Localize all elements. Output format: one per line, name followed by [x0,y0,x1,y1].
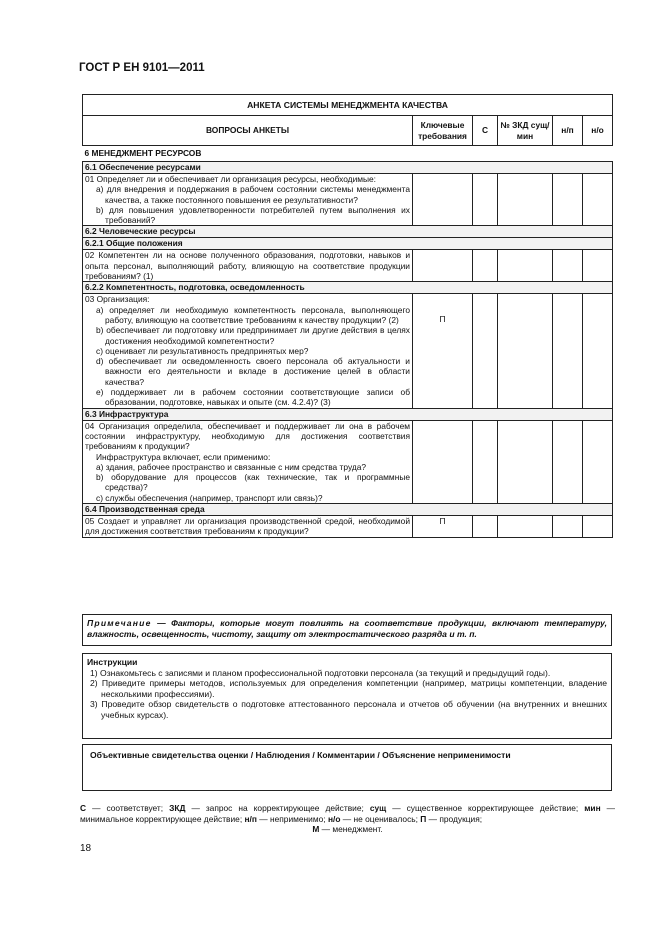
question-05-text: 05 Создает и управляет ли организация производственной средой, необходимой для достижения соответствия требованиям к продукции? [83,516,413,538]
question-01-zkd[interactable] [498,174,553,226]
instruction-item: 1) Ознакомьтесь с записями и планом профессиональной подготовки персонала (за текущий и предыдущий годы). [90,667,551,678]
question-01-lead: 01 Определяет ли и обеспечивает ли организация ресурсы, необходимые: [85,174,377,184]
legend-np-key: н/п [244,813,257,824]
legend-sush-key: сущ [369,803,387,813]
legend-zkd-text: — запрос на корректирующее действие; [185,803,370,813]
col-key-requirements: Ключевые требования [413,116,473,146]
legend-m-key: М [312,824,320,834]
question-03-row [83,294,613,408]
question-02-c[interactable] [473,250,498,282]
question-03-b: b) обеспечивает ли подготовку или предпринимает ли другие действия в целях достижения необходимой компетентности? [96,325,410,346]
column-header-row [83,116,613,146]
instructions-title: Инструкции [87,657,138,667]
question-05-no[interactable] [583,516,613,538]
section-6-2-1-title: 6.2.1 Общие положения [83,238,613,250]
col-no: н/о [583,116,613,146]
table-title: АНКЕТА СИСТЕМЫ МЕНЕДЖМЕНТА КАЧЕСТВА [83,95,613,116]
question-04-a: а) здания, рабочее пространство и связанные с ним средства труда? [96,461,367,472]
legend-min-text: — минимальное корректирующее действие; [80,803,616,824]
question-05-np[interactable] [553,516,583,538]
section-6-4-title: 6.4 Производственная среда [83,504,613,516]
question-01-b: b) для повышения удовлетворенности потребителей путем выполнения их требований? [96,204,410,226]
legend-p-text: — продукция; [426,813,483,824]
instruction-item: 2) Приведите примеры методов, используемых для определения компетенции (например, матрицы компетенции, владение несколькими профессиями). [90,678,607,699]
question-03-c[interactable] [473,294,498,408]
question-02-zkd[interactable] [498,250,553,282]
legend-sush-text: — существенное корректирующее действие; [386,803,585,813]
col-np: н/п [553,116,583,146]
legend-p-key: П [420,813,427,824]
question-02-no[interactable] [583,250,613,282]
questionnaire-table [82,94,613,538]
question-01-a: а) для внедрения и поддержания в рабочем состоянии системы менеджмента качества, а также постоянного повышения ее результативности? [96,184,410,205]
section-6-2-2-title: 6.2.2 Компетентность, подготовка, осведомленность [83,282,613,294]
legend-c-text: — соответствует; [86,803,170,813]
section-6-2-title: 6.2 Человеческие ресурсы [83,226,613,238]
question-05-key[interactable] [413,516,473,538]
question-04-includes: Инфраструктура включает, если применимо: [96,451,271,462]
legend-zkd-key: ЗКД [169,803,186,813]
document-id-header: ГОСТ Р ЕН 9101—2011 [79,62,205,74]
question-03-d: d) обеспечивает ли осведомленность своего персонала об актуальности и важности его деятельности и вкладе в достижение целей в области качества? [96,356,410,387]
question-01-np[interactable] [553,174,583,226]
question-05-key-value: П [439,516,446,527]
question-02-np[interactable] [553,250,583,282]
evidence-title: Объективные свидетельства оценки / Наблюдения / Комментарии / Объяснение неприменимости [90,750,511,760]
question-05-row [83,516,613,538]
question-03-c: c) оценивает ли результативность предпринятых мер? [96,345,309,356]
question-04-c: c) службы обеспечения (например, транспорт или связь)? [96,492,323,503]
col-zkd: № ЗКД сущ/мин [498,116,553,146]
col-questions: ВОПРОСЫ АНКЕТЫ [83,116,413,146]
instruction-item: 3) Проведите обзор свидетельств о подготовке аттестованного персонала и отчетов об обучении (на внутренних и внешних учебных курсах). [90,699,607,720]
question-04-zkd[interactable] [498,420,553,503]
question-01-no[interactable] [583,174,613,226]
question-03-a: а) определяет ли необходимую компетентность персонала, выполняющего работу, влияющую на соответствие требованиям к качеству продукции? (2) [96,304,410,325]
question-02-text: 02 Компетентен ли на основе полученного образования, подготовки, навыков и опыта персонал, выполняющий работу, влияющую на соответствие продукции требованиям? (1) [83,250,413,282]
question-03-text [83,294,413,408]
question-02-row [83,250,613,282]
question-01-text [83,174,413,226]
question-04-b: b) оборудование для процессов (как технические, так и программные средства)? [96,472,410,493]
legend-c-key: С [80,803,87,813]
question-03-e: e) поддерживает ли в рабочем состоянии соответствующие записи об образовании, подготовке, навыках и опыте (см. 4.2.4)? (3) [96,387,410,408]
question-03-no[interactable] [583,294,613,408]
question-04-np[interactable] [553,420,583,503]
question-01-row [83,174,613,226]
question-04-c[interactable] [473,420,498,503]
legend-no-text: — не оценивалось; [340,813,421,824]
question-05-c[interactable] [473,516,498,538]
question-03-lead: 03 Организация: [85,294,150,305]
question-03-key-value: П [439,314,446,325]
question-04-key[interactable] [413,420,473,503]
legend-min-key: мин [584,803,601,813]
page-number: 18 [80,843,92,854]
question-04-lead: 04 Организация определила, обеспечивает и поддерживает ли она в рабочем состоянии инфраструктуру, необходимую для достижения соответствия требованиям к продукции? [85,420,410,452]
question-02-key[interactable] [413,250,473,282]
question-03-zkd[interactable] [498,294,553,408]
legend-m-text: — менеджмент. [319,824,383,834]
question-04-text [83,420,413,503]
question-03-np[interactable] [553,294,583,408]
evidence-box[interactable] [82,744,612,791]
note-label: Примечание [87,618,152,628]
question-04-no[interactable] [583,420,613,503]
question-05-zkd[interactable] [498,516,553,538]
question-01-c[interactable] [473,174,498,226]
note-text: — Факторы, которые могут повлиять на соответствие продукции, включают температуру, влажность, освещенность, чистоту, защиту от электростатического разряда и т. п. [87,618,607,639]
question-01-key[interactable] [413,174,473,226]
col-c: С [473,116,498,146]
instructions-box [82,653,612,739]
note-box [82,614,612,646]
legend-np-text: — неприменимо; [256,813,328,824]
section-6-3-title: 6.3 Инфраструктура [83,408,613,420]
question-03-key[interactable] [413,294,473,408]
section-6-1-title: 6.1 Обеспечение ресурсами [83,162,613,174]
section-6-title: 6 МЕНЕДЖМЕНТ РЕСУРСОВ [83,146,613,162]
legend-no-key: н/о [327,813,341,824]
question-04-row [83,420,613,503]
legend [80,803,615,835]
